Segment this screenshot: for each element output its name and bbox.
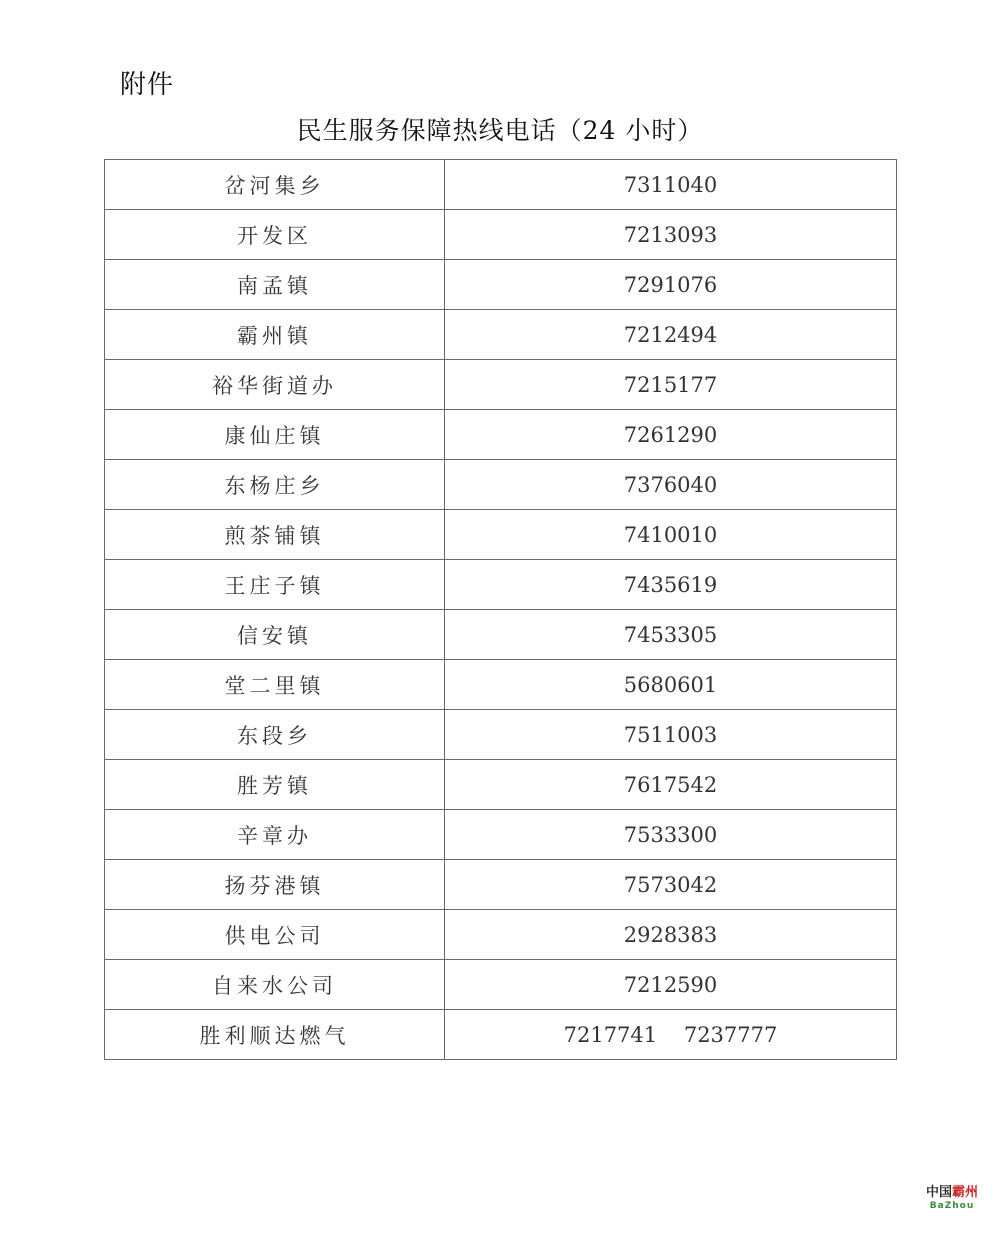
- phone-number-cell: 7617542: [445, 760, 897, 810]
- attachment-label: 附件: [120, 70, 175, 100]
- unit-name-cell: 开发区: [105, 210, 445, 260]
- table-row: [105, 210, 897, 260]
- table-row: [105, 860, 897, 910]
- unit-name-cell: 南孟镇: [105, 260, 445, 310]
- unit-name-cell: 胜芳镇: [105, 760, 445, 810]
- phone-number-cell: 7573042: [445, 860, 897, 910]
- unit-name-cell: 王庄子镇: [105, 560, 445, 610]
- phone-number-cell: 7311040: [445, 160, 897, 210]
- unit-name-cell: 堂二里镇: [105, 660, 445, 710]
- unit-name-cell: 煎茶铺镇: [105, 510, 445, 560]
- site-logo-watermark: [922, 1186, 982, 1211]
- unit-name-cell: 信安镇: [105, 610, 445, 660]
- table-row: [105, 260, 897, 310]
- hotline-table: [104, 159, 897, 1060]
- table-row: [105, 460, 897, 510]
- table-row: [105, 560, 897, 610]
- table-row: [105, 610, 897, 660]
- phone-number-cell: 7217741 7237777: [445, 1010, 897, 1060]
- unit-name-cell: 康仙庄镇: [105, 410, 445, 460]
- phone-number-cell: 7212494: [445, 310, 897, 360]
- unit-name-cell: 扬芬港镇: [105, 860, 445, 910]
- table-row: [105, 360, 897, 410]
- phone-number-cell: 5680601: [445, 660, 897, 710]
- table-row: [105, 310, 897, 360]
- unit-name-cell: 胜利顺达燃气: [105, 1010, 445, 1060]
- phone-number-cell: 7533300: [445, 810, 897, 860]
- table-row: [105, 410, 897, 460]
- logo-latin-text: BaZhou: [929, 1201, 975, 1211]
- phone-number-cell: 7212590: [445, 960, 897, 1010]
- phone-number-cell: 7215177: [445, 360, 897, 410]
- table-row: [105, 810, 897, 860]
- phone-number-cell: 7453305: [445, 610, 897, 660]
- phone-number-cell: 7213093: [445, 210, 897, 260]
- phone-number-cell: 7435619: [445, 560, 897, 610]
- phone-number-cell: 7261290: [445, 410, 897, 460]
- unit-name-cell: 霸州镇: [105, 310, 445, 360]
- table-row: [105, 910, 897, 960]
- unit-name-cell: 岔河集乡: [105, 160, 445, 210]
- logo-text-part2: 霸州: [952, 1185, 979, 1200]
- unit-name-cell: 辛章办: [105, 810, 445, 860]
- table-row: [105, 960, 897, 1010]
- logo-text: [922, 1186, 982, 1199]
- phone-number-cell: 7291076: [445, 260, 897, 310]
- table-row: [105, 660, 897, 710]
- unit-name-cell: 供电公司: [105, 910, 445, 960]
- phone-number-cell: 7511003: [445, 710, 897, 760]
- unit-name-cell: 东段乡: [105, 710, 445, 760]
- table-row: [105, 1010, 897, 1060]
- table-row: [105, 760, 897, 810]
- unit-name-cell: 裕华街道办: [105, 360, 445, 410]
- document-title: 民生服务保障热线电话（24 小时）: [296, 116, 704, 145]
- logo-text-part1: 中国: [925, 1185, 952, 1200]
- phone-number-cell: 7376040: [445, 460, 897, 510]
- unit-name-cell: 自来水公司: [105, 960, 445, 1010]
- phone-number-cell: 7410010: [445, 510, 897, 560]
- hotline-table-body: [105, 160, 897, 1060]
- table-row: [105, 510, 897, 560]
- table-row: [105, 160, 897, 210]
- unit-name-cell: 东杨庄乡: [105, 460, 445, 510]
- phone-number-cell: 2928383: [445, 910, 897, 960]
- table-row: [105, 710, 897, 760]
